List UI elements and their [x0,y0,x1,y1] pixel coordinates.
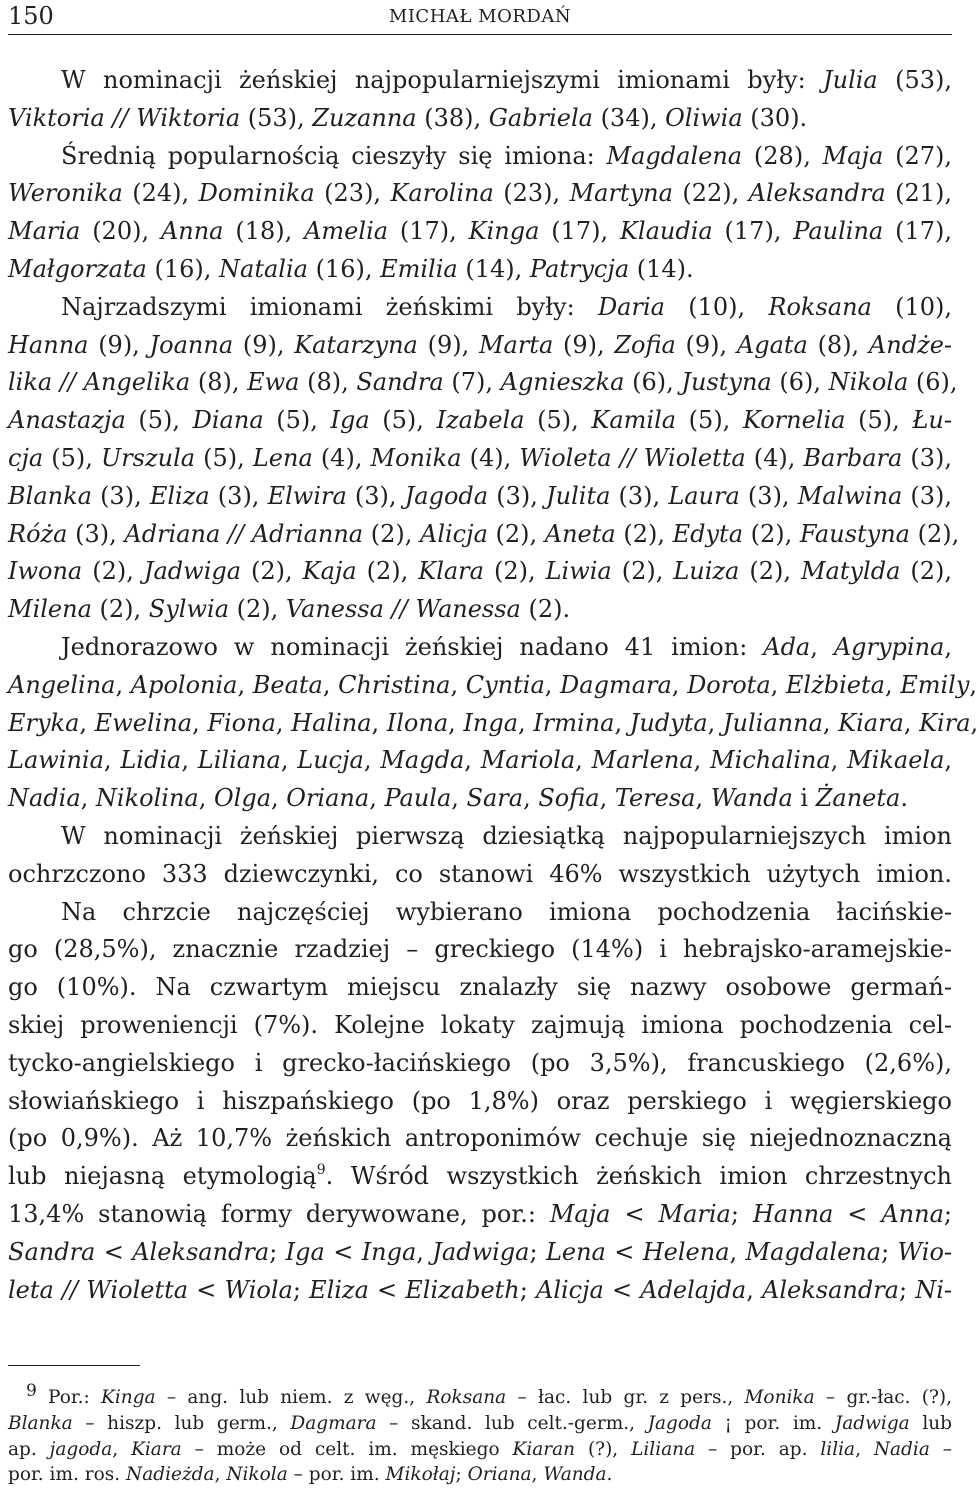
text-line: Weronika (24), Dominika (23), Karolina (23), Martyna (22), Aleksandra (21), [8,179,952,208]
text-line: Średnią popularnością cieszyły się imiona: Magdalena (28), Maja (27), [61,141,952,170]
footnote-rule [8,1365,140,1366]
text-line: Lawinia, Lidia, Liliana, Lucja, Magda, Mariola, Marlena, Michalina, Mikaela, [8,746,953,775]
text-line: Małgorzata (16), Natalia (16), Emilia (14), Patrycja (14). [8,254,694,283]
text-line: Jednorazowo w nominacji żeńskiej nadano 41 imion: Ada, Agrypina, [61,632,952,661]
text-line: Sandra < Aleksandra; Iga < Inga, Jadwiga; Lena < Helena, Magdalena; Wio- [8,1237,953,1266]
text-line: słowiańskiego i hiszpańskiego (po 1,8%) oraz perskiego i węgierskiego [8,1086,952,1115]
text-line: Hanna (9), Joanna (9), Katarzyna (9), Marta (9), Zofia (9), Agata (8), Andże- [8,330,953,359]
text-line: lika // Angelika (8), Ewa (8), Sandra (7), Agnieszka (6), Justyna (6), Nikola (6), [8,368,958,397]
running-head: MICHAŁ MORDAŃ [388,6,572,27]
text-line: Eryka, Ewelina, Fiona, Halina, Ilona, Inga, Irmina, Judyta, Julianna, Kiara, Kira, [8,708,978,737]
text-line: W nominacji żeńskiej pierwszą dziesiątką najpopularniejszych imion [61,821,952,850]
text-line: ochrzczono 333 dziewczynki, co stanowi 46% wszystkich użytych imion. [8,859,952,888]
footnote-line: Por.: Kinga – ang. lub niem. z węg., Roksana – łac. lub gr. z pers., Monika – gr.-łac. (?), [48,1387,953,1408]
body-text [8,62,978,1309]
text-line: Iwona (2), Jadwiga (2), Kaja (2), Klara (2), Liwia (2), Luiza (2), Matylda (2), [8,557,953,586]
text-line: Na chrzcie najczęściej wybierano imiona pochodzenia łacińskie- [61,897,952,926]
text-line: Blanka (3), Eliza (3), Elwira (3), Jagoda (3), Julita (3), Laura (3), Malwina (3), [8,481,953,510]
footnote-line: Blanka – hiszp. lub germ., Dagmara – skand. lub celt.-germ., Jagoda ¡ por. im. Jadwiga lub [8,1412,952,1434]
text-line: skiej proweniencji (7%). Kolejne lokaty zajmują imiona pochodzenia cel- [8,1010,952,1039]
text-line: Viktoria // Wiktoria (53), Zuzanna (38), Gabriela (34), Oliwia (30). [8,103,808,132]
page-header [8,0,952,36]
text-line: 13,4% stanowią formy derywowane, por.: Maja < Maria; Hanna < Anna; [8,1199,952,1228]
text-line: Nadia, Nikolina, Olga, Oriana, Paula, Sara, Sofia, Teresa, Wanda i Żaneta. [8,784,908,813]
text-line: Maria (20), Anna (18), Amelia (17), Kinga (17), Klaudia (17), Paulina (17), [8,217,952,246]
text-line: go (10%). Na czwartym miejscu znalazły się nazwy osobowe germań- [8,973,952,1002]
text-line: go (28,5%), znacznie rzadziej – greckiego (14%) i hebrajsko-aramejskie- [8,935,952,964]
text-line: cja (5), Urszula (5), Lena (4), Monika (4), Wioleta // Wioletta (4), Barbara (3), [8,443,952,472]
text-line: tycko-angielskiego i grecko-łacińskiego (po 3,5%), francuskiego (2,6%), [8,1048,952,1077]
footnote-line: ap. jagoda, Kiara – może od celt. im. męskiego Kiaran (?), Liliana – por. ap. lilia, Nadia – [8,1438,953,1460]
header-rule [8,34,952,35]
text-line: leta // Wioletta < Wiola; Eliza < Elizabeth; Alicja < Adelajda, Aleksandra; Ni- [8,1275,952,1304]
footnote-mark: 9 [26,1381,37,1401]
text-line: lub niejasną etymologią$^9$. Wśród wszystkich żeńskich imion chrzestnych [8,1162,952,1191]
text-line: Najrzadszymi imionami żeńskimi były: Daria (10), Roksana (10), [61,292,953,321]
text-line: Róża (3), Adriana // Adrianna (2), Alicja (2), Aneta (2), Edyta (2), Faustyna (2), [8,519,960,548]
text-line: (po 0,9%). Aż 10,7% żeńskich antroponimów cechuje się niejednoznaczną [8,1124,952,1153]
text-line: W nominacji żeńskiej najpopularniejszymi imionami były: Julia (53), [61,66,952,94]
text-line: Angelina, Apolonia, Beata, Christina, Cyntia, Dagmara, Dorota, Elżbieta, Emily, [8,670,978,699]
text-line: Milena (2), Sylwia (2), Vanessa // Wanessa (2). [8,595,571,624]
footnote [8,1381,953,1488]
text-line: Anastazja (5), Diana (5), Iga (5), Izabela (5), Kamila (5), Kornelia (5), Łu- [8,406,952,435]
page-number: 150 [8,2,54,30]
footnote-line: por. im. ros. Nadieżda, Nikola – por. im. Mikołaj; Oriana, Wanda. [8,1464,613,1486]
